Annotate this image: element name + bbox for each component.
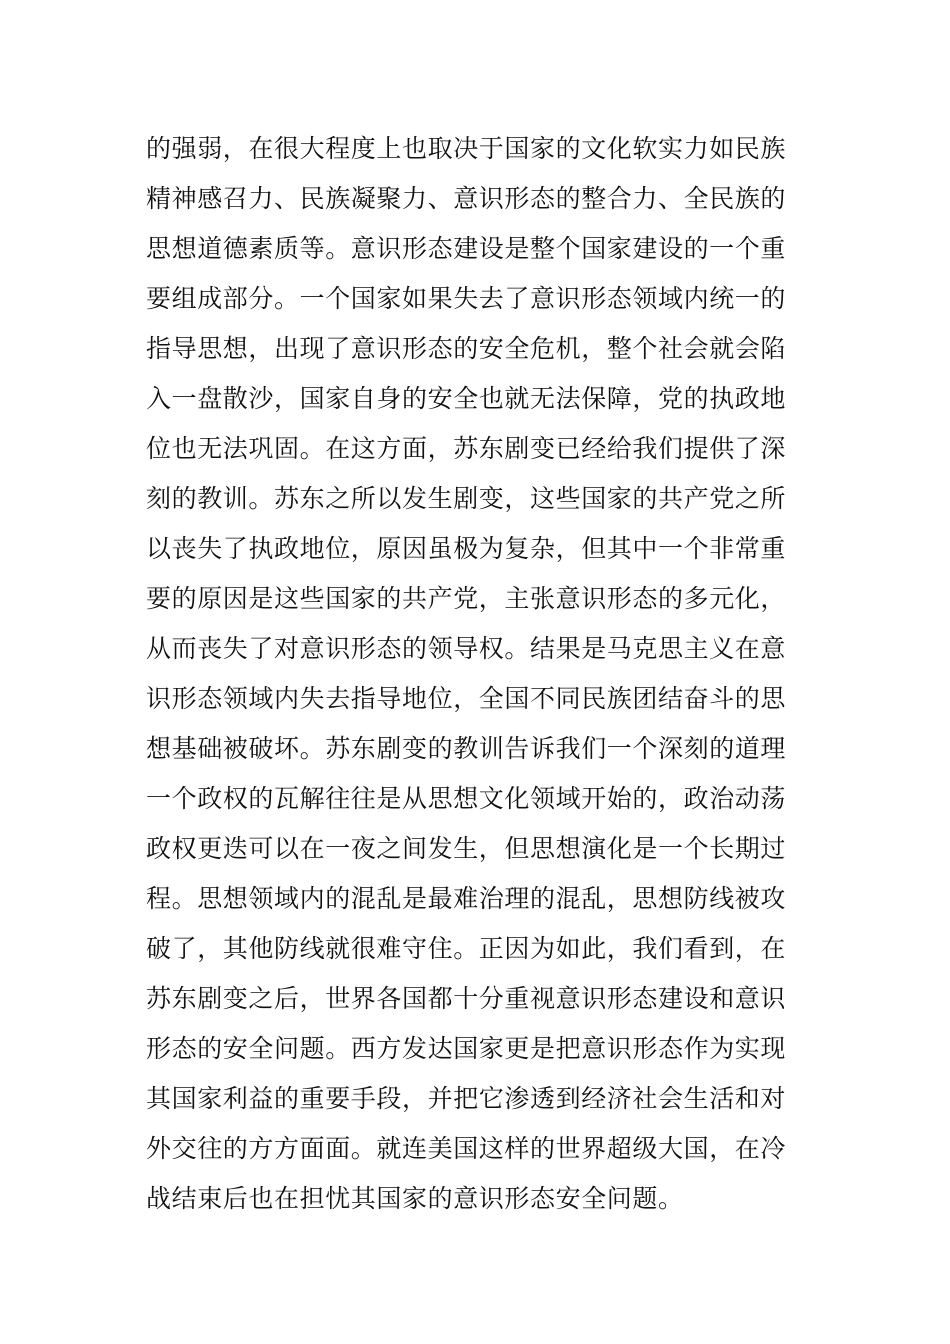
text-line: 位也无法巩固。在这方面，苏东剧变已经给我们提供了深 xyxy=(146,434,787,463)
text-line: 要组成部分。一个国家如果失去了意识形态领域内统一的 xyxy=(146,284,787,313)
text-line: 破了，其他防线就很难守住。正因为如此，我们看到，在 xyxy=(146,934,787,963)
text-line: 入一盘散沙，国家自身的安全也就无法保障，党的执政地 xyxy=(146,384,787,413)
text-line: 要的原因是这些国家的共产党，主张意识形态的多元化， xyxy=(146,584,787,613)
text-line: 其国家利益的重要手段，并把它渗透到经济社会生活和对 xyxy=(146,1084,787,1113)
text-line: 形态的安全问题。西方发达国家更是把意识形态作为实现 xyxy=(146,1034,787,1063)
text-line: 苏东剧变之后，世界各国都十分重视意识形态建设和意识 xyxy=(146,984,787,1013)
text-line: 的强弱，在很大程度上也取决于国家的文化软实力如民族 xyxy=(146,134,787,163)
text-line: 精神感召力、民族凝聚力、意识形态的整合力、全民族的 xyxy=(146,184,787,213)
text-line: 战结束后也在担忧其国家的意识形态安全问题。 xyxy=(146,1184,684,1213)
text-line: 指导思想，出现了意识形态的安全危机，整个社会就会陷 xyxy=(146,334,787,363)
text-line: 从而丧失了对意识形态的领导权。结果是马克思主义在意 xyxy=(146,634,787,663)
text-line: 想基础被破坏。苏东剧变的教训告诉我们一个深刻的道理 xyxy=(146,734,787,763)
text-line: 以丧失了执政地位，原因虽极为复杂，但其中一个非常重 xyxy=(146,534,787,563)
text-line: 外交往的方方面面。就连美国这样的世界超级大国，在冷 xyxy=(146,1134,787,1163)
text-line: 刻的教训。苏东之所以发生剧变，这些国家的共产党之所 xyxy=(146,484,787,513)
text-line: 思想道德素质等。意识形态建设是整个国家建设的一个重 xyxy=(146,234,787,263)
text-line: 程。思想领域内的混乱是最难治理的混乱，思想防线被攻 xyxy=(146,884,787,913)
body-paragraph xyxy=(146,124,816,1224)
text-line: 识形态领域内失去指导地位，全国不同民族团结奋斗的思 xyxy=(146,684,787,713)
text-line: 一个政权的瓦解往往是从思想文化领域开始的，政治动荡 xyxy=(146,784,787,813)
text-line: 政权更迭可以在一夜之间发生，但思想演化是一个长期过 xyxy=(146,834,787,863)
